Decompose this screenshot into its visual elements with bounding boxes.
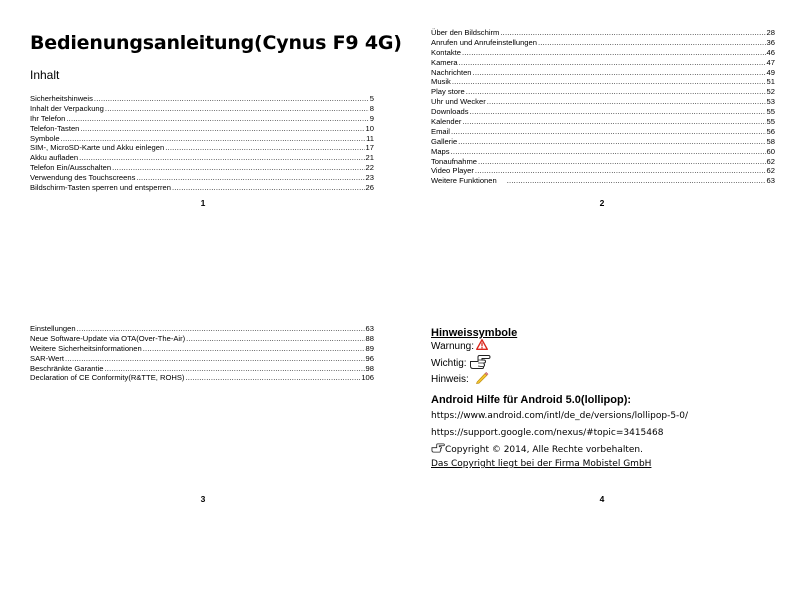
copyright-owner-line — [431, 459, 651, 469]
toc-entry[interactable]: Verwendung des Touchscreens ..... 23 — [30, 173, 374, 183]
support-link[interactable]: https://support.google.com/nexus/#topic=3415468 — [431, 428, 664, 438]
copyright-owner-text: Das Copyright liegt bei der Firma Mobistel GmbH — [431, 459, 652, 469]
toc-entry[interactable]: Tonaufnahme ..... 62 — [431, 157, 775, 167]
pencil-icon — [475, 371, 489, 387]
toc-entry[interactable]: Inhalt der Verpackung ..... 8 — [30, 104, 374, 114]
toc-entry[interactable]: SAR-Wert ..... 96 — [30, 354, 374, 364]
pointing-hand-icon — [431, 442, 445, 457]
toc-entry[interactable]: Musik ..... 51 — [431, 77, 775, 87]
toc-list-page-3 — [30, 324, 374, 383]
manual-page-2 — [401, 0, 791, 290]
toc-entry[interactable]: Akku aufladen ..... 21 — [30, 153, 374, 163]
toc-entry[interactable]: Über den Bildschirm ..... 28 — [431, 28, 775, 38]
toc-entry[interactable]: Email ..... 56 — [431, 127, 775, 137]
toc-entry[interactable]: Ihr Telefon ..... 9 — [30, 114, 374, 124]
copyright-text: Copyright © 2014, Alle Rechte vorbehalten. — [445, 444, 643, 455]
document-title: Bedienungsanleitung(Cynus F9 4G) — [30, 32, 402, 54]
android-help-title: Android Hilfe für Android 5.0(lollipop): — [431, 394, 632, 406]
toc-entry[interactable]: Neue Software-Update via OTA(Over-The-Air) ..... 88 — [30, 334, 374, 344]
copyright-line — [431, 442, 643, 457]
toc-entry[interactable]: Kalender ..... 55 — [431, 117, 775, 127]
note-label: Hinweis: — [431, 373, 469, 385]
toc-entry[interactable]: Sicherheitshinweis ..... 5 — [30, 94, 374, 104]
toc-entry[interactable]: Gallerie ..... 58 — [431, 137, 775, 147]
toc-entry[interactable]: SIM-, MicroSD-Karte und Akku einlegen ..... 17 — [30, 143, 374, 153]
note-line — [431, 371, 489, 387]
android-link[interactable]: https://www.android.com/intl/de_de/versions/lollipop-5-0/ — [431, 411, 689, 421]
page-number: 3 — [200, 494, 206, 504]
toc-entry[interactable]: Einstellungen ..... 63 — [30, 324, 374, 334]
important-label: Wichtig: — [431, 358, 467, 369]
manual-page-4 — [401, 300, 791, 590]
toc-entry[interactable]: Bildschirm-Tasten sperren und entsperren ..... 26 — [30, 183, 374, 193]
toc-list-page-1 — [30, 94, 374, 193]
toc-entry[interactable]: Nachrichten ..... 49 — [431, 68, 775, 78]
toc-entry[interactable]: Kamera ..... 47 — [431, 58, 775, 68]
page-number: 4 — [599, 494, 605, 504]
toc-heading: Inhalt — [30, 68, 60, 82]
notice-symbols-heading: Hinweissymbole — [431, 327, 518, 339]
page-number: 1 — [200, 198, 206, 208]
toc-entry[interactable]: Declaration of CE Conformity(R&TTE, ROHS) ..... 106 — [30, 373, 374, 383]
manual-page-3 — [0, 300, 390, 590]
toc-entry[interactable]: Symbole ..... 11 — [30, 134, 374, 144]
toc-entry[interactable]: Maps ..... 60 — [431, 147, 775, 157]
toc-entry[interactable]: Play store ..... 52 — [431, 87, 775, 97]
warning-label: Warnung: — [431, 340, 474, 352]
toc-list-page-2 — [431, 28, 775, 186]
warning-line — [431, 339, 488, 353]
warning-triangle-icon — [476, 339, 488, 353]
toc-entry[interactable]: Beschränkte Garantie ..... 98 — [30, 364, 374, 374]
toc-entry[interactable]: Weitere Funktionen ..... 63 — [431, 176, 775, 186]
toc-entry[interactable]: Weitere Sicherheitsinformationen ..... 89 — [30, 344, 374, 354]
manual-page-1 — [0, 0, 402, 290]
toc-entry[interactable]: Anrufen und Anrufeinstellungen ..... 36 — [431, 38, 775, 48]
toc-entry[interactable]: Downloads ..... 55 — [431, 107, 775, 117]
page-number: 2 — [599, 198, 605, 208]
toc-entry[interactable]: Telefon-Tasten ..... 10 — [30, 124, 374, 134]
toc-entry[interactable]: Kontakte ..... 46 — [431, 48, 775, 58]
toc-entry[interactable]: Video Player ..... 62 — [431, 166, 775, 176]
toc-entry[interactable]: Uhr und Wecker ..... 53 — [431, 97, 775, 107]
toc-entry[interactable]: Telefon Ein/Ausschalten ..... 22 — [30, 163, 374, 173]
